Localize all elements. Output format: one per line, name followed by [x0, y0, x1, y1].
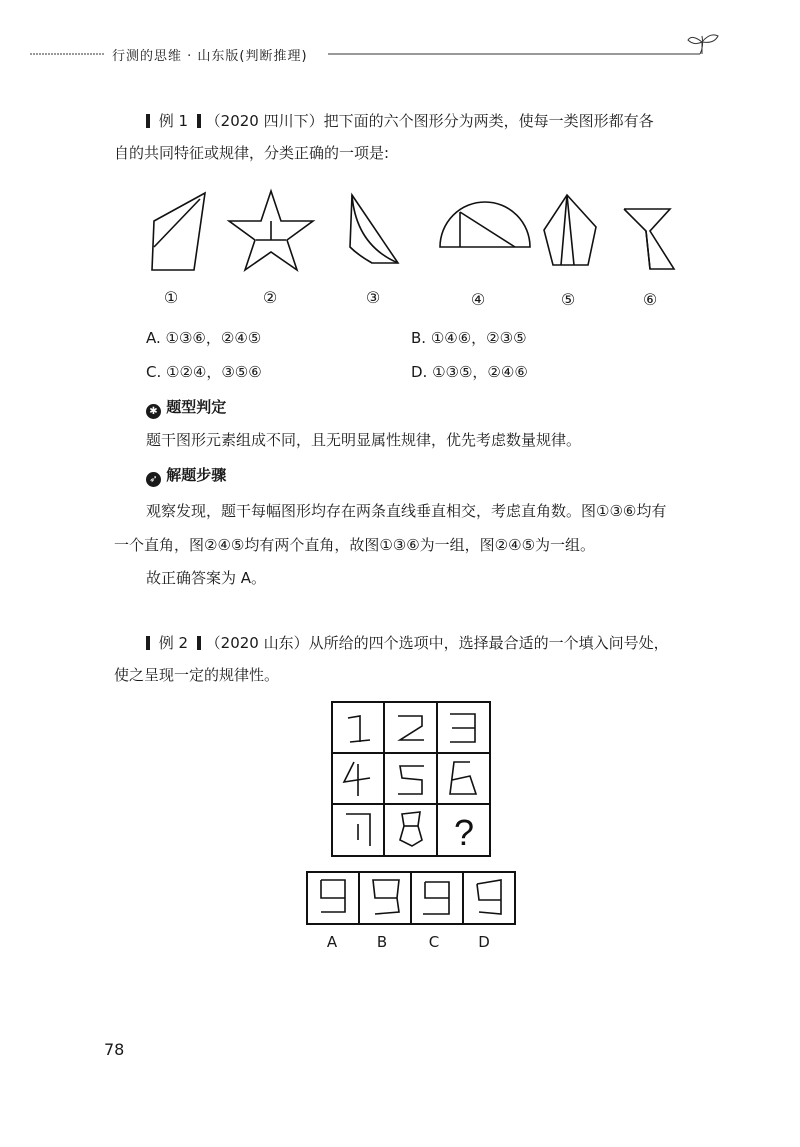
example-marker-bar: [197, 114, 201, 128]
option-figure-d: [477, 880, 501, 914]
option-b: B. ①④⑥，②③⑤: [411, 329, 527, 347]
example-marker-bar: [197, 636, 201, 650]
option-label-a: A: [326, 933, 338, 951]
figure-label-5: ⑤: [560, 290, 576, 309]
option-figure-b: [373, 880, 399, 914]
page-number: 78: [104, 1040, 125, 1059]
example2-text-line2: 使之呈现一定的规律性。: [114, 666, 280, 684]
cell-figure-5: [398, 766, 424, 794]
figure-3: [350, 195, 398, 263]
option-label-b: B: [376, 933, 388, 951]
figure-label-1: ①: [163, 288, 179, 307]
example2-text-line1: （2020 山东）从所给的四个选项中，选择最合适的一个填入问号处，: [205, 634, 669, 652]
example-marker-bar: [146, 114, 150, 128]
figure-label-2: ②: [262, 288, 278, 307]
answer-text: 故正确答案为 A。: [146, 569, 267, 587]
example1-figures: [140, 185, 700, 280]
answer-options: [305, 870, 517, 926]
section-type-text: 题干图形元素组成不同，且无明显属性规律，优先考虑数量规律。: [146, 431, 582, 449]
figure-4: [440, 202, 530, 247]
option-label-d: D: [478, 933, 490, 951]
example2-marker: 例 2: [158, 634, 189, 652]
example1-marker: 例 1: [158, 112, 189, 130]
option-d: D. ①③⑤，②④⑥: [411, 363, 528, 381]
figure-2: [229, 191, 313, 270]
compass-icon: ➶: [146, 472, 161, 487]
option-figure-a: [321, 880, 345, 912]
option-c: C. ①②④，③⑤⑥: [146, 363, 262, 381]
example1-question-line1: [146, 110, 654, 132]
header-title: 行测的思维 · 山东版(判断推理): [112, 49, 308, 64]
section-steps-line1: 观察发现，题干每幅图形均存在两条直线垂直相交，考虑直角数。图①③⑥均有: [146, 502, 667, 520]
figure-label-4: ④: [470, 290, 486, 309]
figure-label-6: ⑥: [642, 290, 658, 309]
puzzle-grid: [330, 700, 494, 860]
option-a: A. ①③⑥，②④⑤: [146, 329, 262, 347]
section-steps-title: 解题步骤: [166, 466, 227, 484]
figure-5: [544, 195, 596, 265]
option-figure-c: [423, 882, 449, 914]
gear-icon: ✱: [146, 404, 161, 419]
section-steps-heading: [146, 464, 226, 487]
example2-question-line1: [146, 632, 669, 654]
option-label-c: C: [428, 933, 440, 951]
example1-text-line2: 自的共同特征或规律，分类正确的一项是:: [114, 144, 390, 162]
section-type-title: 题型判定: [166, 398, 227, 416]
cell-figure-4: [344, 762, 370, 796]
figure-1: [152, 193, 205, 270]
sprout-icon: [686, 32, 722, 56]
example1-text-line1: （2020 四川下）把下面的六个图形分为两类，使每一类图形都有各: [205, 112, 654, 130]
header: [0, 30, 800, 70]
question-mark: ?: [453, 812, 475, 853]
cell-figure-6: [450, 762, 476, 794]
cell-figure-7: [346, 814, 370, 846]
cell-figure-8: [400, 812, 422, 846]
figure-6: [624, 209, 674, 269]
example-marker-bar: [146, 636, 150, 650]
section-type-heading: [146, 396, 226, 419]
cell-figure-2: [398, 716, 424, 740]
section-steps-line2: 一个直角，图②④⑤均有两个直角，故图①③⑥为一组，图②④⑤为一组。: [114, 536, 596, 554]
figure-label-3: ③: [365, 288, 381, 307]
cell-figure-3: [450, 714, 475, 742]
cell-figure-1: [348, 716, 370, 742]
